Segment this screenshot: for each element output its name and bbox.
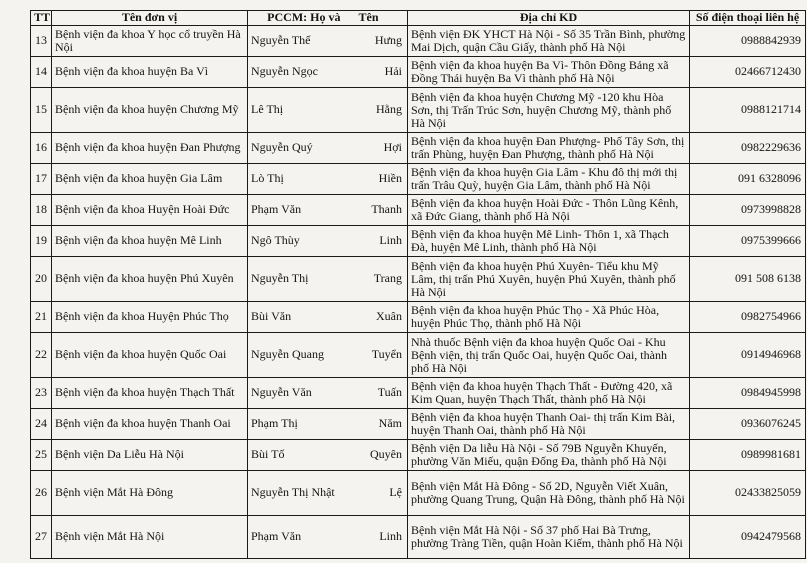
row-number: 24 <box>31 409 52 440</box>
unit-name: Bệnh viện Mắt Hà Đông <box>52 471 248 516</box>
contact-given-name: Hằng <box>351 88 408 133</box>
table-row <box>31 257 806 302</box>
row-number: 22 <box>31 333 52 378</box>
contact-surname: Nguyễn Thị Nhật <box>248 471 351 516</box>
contact-surname: Bùi Tố <box>248 440 351 471</box>
contact-given-name: Tuấn <box>351 378 408 409</box>
contact-surname: Nguyễn Thị <box>248 257 351 302</box>
contact-surname: Lò Thị <box>248 164 351 195</box>
phone-number: 0988121714 <box>690 88 806 133</box>
unit-name: Bệnh viện đa khoa huyện Chương Mỹ <box>52 88 248 133</box>
unit-name: Bệnh viện đa khoa huyện Phú Xuyên <box>52 257 248 302</box>
business-address: Bệnh viện đa khoa huyện Phúc Thọ - Xã Phúc Hòa, huyện Phúc Thọ, thành phố Hà Nội <box>408 302 690 333</box>
contact-surname: Ngô Thùy <box>248 226 351 257</box>
contact-given-name: Xuân <box>351 302 408 333</box>
table-row <box>31 26 806 57</box>
row-number: 21 <box>31 302 52 333</box>
row-number: 23 <box>31 378 52 409</box>
header-phone: Số điện thoại liên hệ <box>690 11 806 26</box>
unit-name: Bệnh viện Mắt Hà Nội <box>52 516 248 559</box>
phone-number: 091 6328096 <box>690 164 806 195</box>
contact-surname: Phạm Văn <box>248 516 351 559</box>
business-address: Bệnh viện đa khoa huyện Thạch Thất - Đường 420, xã Kim Quan, huyện Thạch Thất, thành phố Hà Nội <box>408 378 690 409</box>
unit-name: Bệnh viện đa khoa huyện Đan Phượng <box>52 133 248 164</box>
header-name: Tên <box>351 11 408 26</box>
contact-given-name: Hiền <box>351 164 408 195</box>
business-address: Bệnh viện Da liễu Hà Nội - Số 79B Nguyễn Khuyến, phường Văn Miếu, quận Đống Đa, thành phố Hà Nội <box>408 440 690 471</box>
row-number: 15 <box>31 88 52 133</box>
phone-number: 0975399666 <box>690 226 806 257</box>
unit-name: Bệnh viện đa khoa huyện Thạch Thất <box>52 378 248 409</box>
row-number: 14 <box>31 57 52 88</box>
contact-given-name: Quyên <box>351 440 408 471</box>
header-unit: Tên đơn vị <box>52 11 248 26</box>
unit-name: Bệnh viện Da Liễu Hà Nội <box>52 440 248 471</box>
contact-surname: Lê Thị <box>248 88 351 133</box>
contact-surname: Nguyễn Thế <box>248 26 351 57</box>
header-tt: TT <box>31 11 52 26</box>
unit-name: Bệnh viện đa khoa huyện Mê Linh <box>52 226 248 257</box>
contact-surname: Nguyễn Văn <box>248 378 351 409</box>
contact-surname: Nguyễn Ngọc <box>248 57 351 88</box>
phone-number: 0973998828 <box>690 195 806 226</box>
table-row <box>31 195 806 226</box>
business-address: Bệnh viện Mắt Hà Nội - Số 37 phố Hai Bà Trưng, phường Tràng Tiền, quận Hoàn Kiếm, thành phố Hà Nội <box>408 516 690 559</box>
table-row <box>31 133 806 164</box>
table-row <box>31 378 806 409</box>
contact-given-name: Tuyển <box>351 333 408 378</box>
contact-given-name: Trang <box>351 257 408 302</box>
row-number: 19 <box>31 226 52 257</box>
business-address: Nhà thuốc Bệnh viện đa khoa huyện Quốc Oai - Khu Bệnh viện, thị trấn Quốc Oai, huyện Quốc Oai, thành phố Hà Nội <box>408 333 690 378</box>
table-row <box>31 226 806 257</box>
contact-surname: Phạm Thị <box>248 409 351 440</box>
contact-given-name: Lệ <box>351 471 408 516</box>
business-address: Bệnh viện đa khoa huyện Gia Lâm - Khu đô thị mới thị trấn Trâu Quỳ, huyện Gia Lâm, thành phố Hà Nội <box>408 164 690 195</box>
table-row <box>31 471 806 516</box>
row-number: 25 <box>31 440 52 471</box>
contact-surname: Nguyễn Quý <box>248 133 351 164</box>
row-number: 27 <box>31 516 52 559</box>
contact-surname: Nguyễn Quang <box>248 333 351 378</box>
business-address: Bệnh viện Mắt Hà Đông - Số 2D, Nguyễn Viết Xuân, phường Quang Trung, Quận Hà Đông, thành phố Hà Nội <box>408 471 690 516</box>
header-pccm: PCCM: Họ và <box>248 11 351 26</box>
unit-name: Bệnh viện đa khoa Huyện Phúc Thọ <box>52 302 248 333</box>
business-address: Bệnh viện đa khoa huyện Phú Xuyên- Tiểu khu Mỹ Lâm, thị trấn Phú Xuyên, huyện Phú Xuyên, thành phố Hà Nội <box>408 257 690 302</box>
row-number: 16 <box>31 133 52 164</box>
contact-given-name: Hưng <box>351 26 408 57</box>
contact-table <box>30 10 806 559</box>
business-address: Bệnh viện ĐK YHCT Hà Nội - Số 35 Trần Bình, phường Mai Dịch, quận Cầu Giấy, thành phố Hà Nội <box>408 26 690 57</box>
row-number: 18 <box>31 195 52 226</box>
table-header-row <box>31 11 806 26</box>
contact-given-name: Linh <box>351 516 408 559</box>
table-row <box>31 440 806 471</box>
contact-given-name: Linh <box>351 226 408 257</box>
contact-surname: Phạm Văn <box>248 195 351 226</box>
table-row <box>31 88 806 133</box>
header-address: Địa chỉ KD <box>408 11 690 26</box>
business-address: Bệnh viện đa khoa huyện Mê Linh- Thôn 1, xã Thạch Đà, huyện Mê Linh, thành phố Hà Nội <box>408 226 690 257</box>
unit-name: Bệnh viện đa khoa Y học cổ truyền Hà Nội <box>52 26 248 57</box>
phone-number: 0982754966 <box>690 302 806 333</box>
phone-number: 0988842939 <box>690 26 806 57</box>
phone-number: 0982229636 <box>690 133 806 164</box>
unit-name: Bệnh viện đa khoa huyện Quốc Oai <box>52 333 248 378</box>
table-row <box>31 164 806 195</box>
row-number: 13 <box>31 26 52 57</box>
unit-name: Bệnh viện đa khoa huyện Gia Lâm <box>52 164 248 195</box>
table-row <box>31 57 806 88</box>
row-number: 20 <box>31 257 52 302</box>
business-address: Bệnh viện đa khoa huyện Đan Phượng- Phố Tây Sơn, thị trấn Phùng, huyện Đan Phượng, thành phố Hà Nội <box>408 133 690 164</box>
table-row <box>31 302 806 333</box>
table-row <box>31 516 806 559</box>
phone-number: 0984945998 <box>690 378 806 409</box>
contact-given-name: Thanh <box>351 195 408 226</box>
row-number: 17 <box>31 164 52 195</box>
unit-name: Bệnh viện đa khoa Huyện Hoài Đức <box>52 195 248 226</box>
phone-number: 02433825059 <box>690 471 806 516</box>
business-address: Bệnh viện đa khoa huyện Hoài Đức - Thôn Lũng Kênh, xã Đức Giang, thành phố Hà Nội <box>408 195 690 226</box>
business-address: Bệnh viện đa khoa huyện Chương Mỹ -120 khu Hòa Sơn, thị Trấn Trúc Sơn, huyện Chương Mỹ, thành phố Hà Nội <box>408 88 690 133</box>
unit-name: Bệnh viện đa khoa huyện Ba Vì <box>52 57 248 88</box>
phone-number: 0914946968 <box>690 333 806 378</box>
business-address: Bệnh viện đa khoa huyện Thanh Oai- thị trấn Kim Bài, huyện Thanh Oai, thành phố Hà Nội <box>408 409 690 440</box>
contact-given-name: Năm <box>351 409 408 440</box>
table-row <box>31 409 806 440</box>
contact-given-name: Hải <box>351 57 408 88</box>
business-address: Bệnh viện đa khoa huyện Ba Vì- Thôn Đồng Bảng xã Đồng Thái huyện Ba Vì thành phố Hà Nội <box>408 57 690 88</box>
contact-surname: Bùi Văn <box>248 302 351 333</box>
phone-number: 0936076245 <box>690 409 806 440</box>
phone-number: 0942479568 <box>690 516 806 559</box>
unit-name: Bệnh viện đa khoa huyện Thanh Oai <box>52 409 248 440</box>
row-number: 26 <box>31 471 52 516</box>
phone-number: 0989981681 <box>690 440 806 471</box>
table-row <box>31 333 806 378</box>
phone-number: 02466712430 <box>690 57 806 88</box>
contact-given-name: Hợi <box>351 133 408 164</box>
phone-number: 091 508 6138 <box>690 257 806 302</box>
